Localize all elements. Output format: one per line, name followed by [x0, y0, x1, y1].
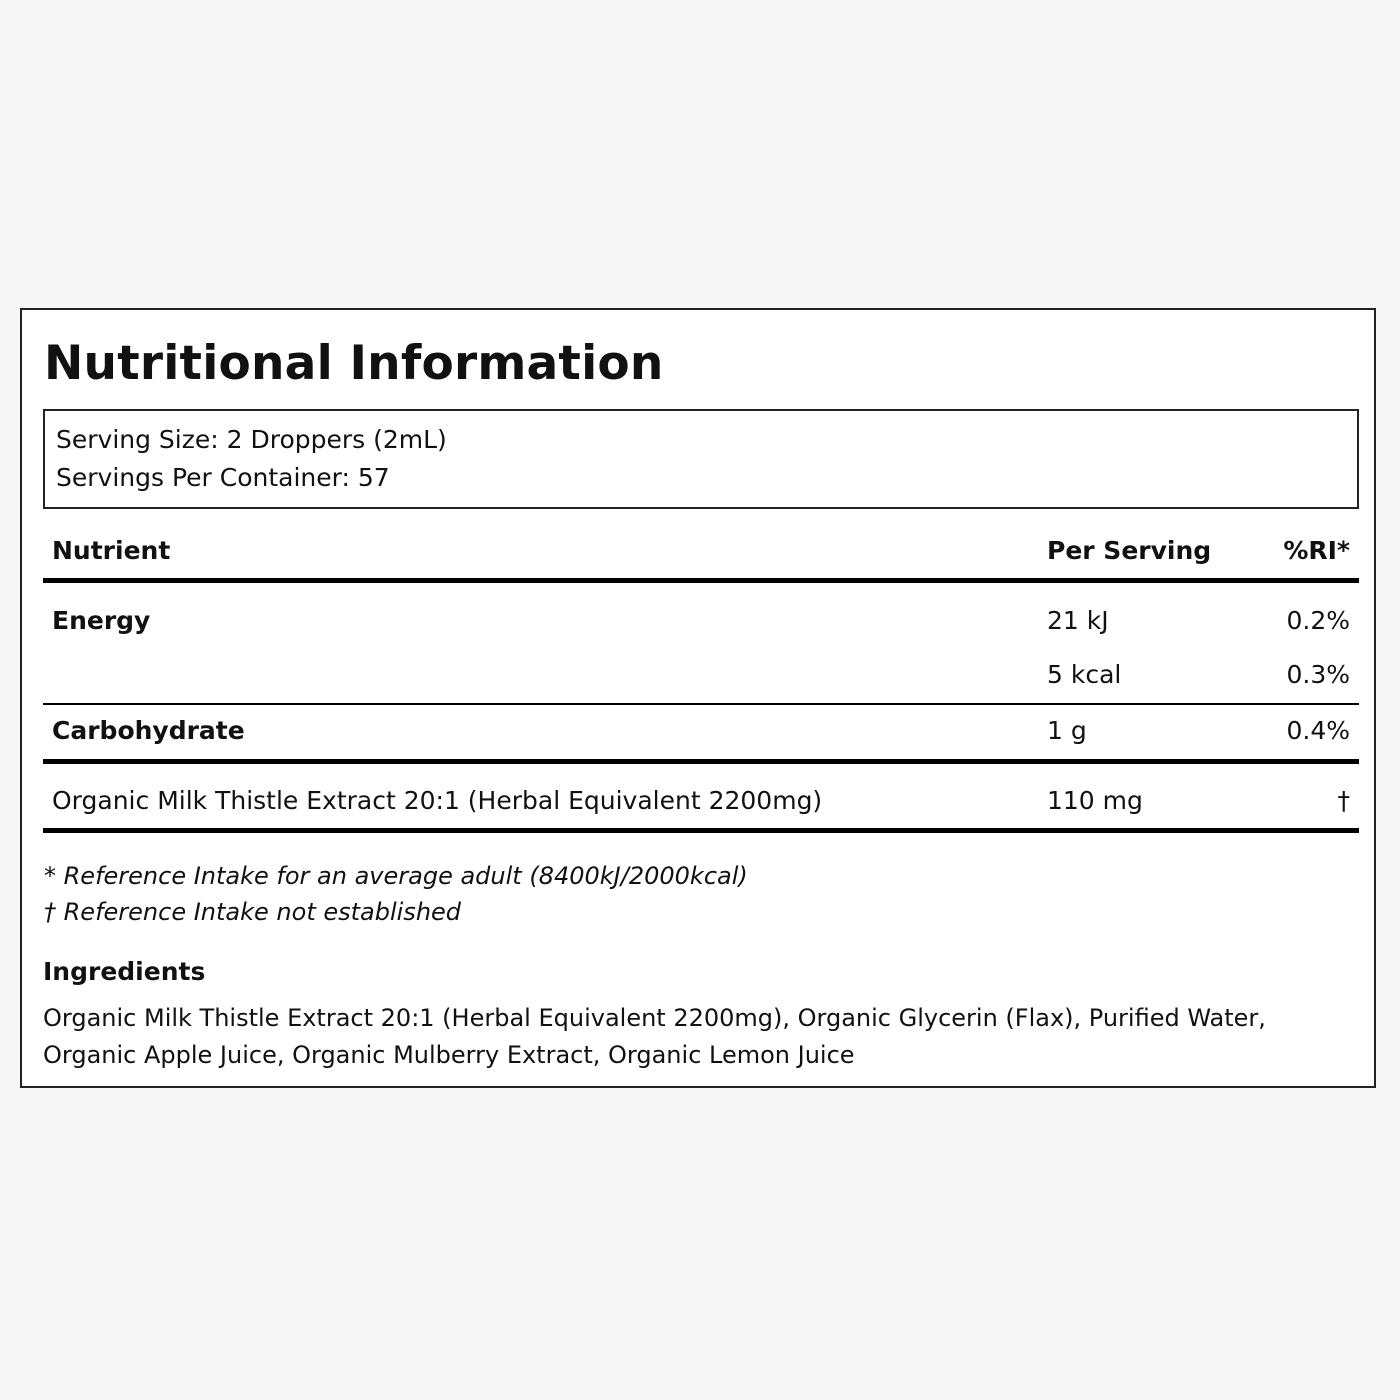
serving-size: Serving Size: 2 Droppers (2mL)	[56, 425, 447, 454]
per-serving-value: 1 g	[1047, 716, 1087, 745]
footnote-reference-intake: * Reference Intake for an average adult (8400kJ/2000kcal)	[44, 862, 748, 890]
header-divider	[43, 578, 1359, 583]
panel-title: Nutritional Information	[44, 336, 664, 391]
ri-value: 0.4%	[1286, 716, 1350, 745]
per-serving-value: 21 kJ	[1047, 606, 1109, 635]
header-ri: %RI*	[1283, 536, 1350, 565]
ri-value: 0.3%	[1286, 660, 1350, 689]
nutrient-name: Carbohydrate	[52, 716, 245, 745]
footnotes	[44, 858, 748, 930]
nutrient-name: Organic Milk Thistle Extract 20:1 (Herbal Equivalent 2200mg)	[52, 786, 823, 815]
nutrition-panel	[20, 308, 1376, 1088]
ingredients-text: Organic Milk Thistle Extract 20:1 (Herbal Equivalent 2200mg), Organic Glycerin (Flax), Purified Water, Organic Apple Juice, Organic Mulberry Extract, Organic Lemon Juice	[43, 1004, 1266, 1069]
section-divider	[43, 759, 1359, 764]
header-nutrient: Nutrient	[52, 536, 171, 565]
header-per-serving: Per Serving	[1047, 536, 1212, 565]
ri-value: 0.2%	[1286, 606, 1350, 635]
serving-info-box	[43, 409, 1359, 509]
nutrient-name: Energy	[52, 606, 151, 635]
servings-per-container: Servings Per Container: 57	[56, 463, 390, 492]
ri-value: †	[1337, 786, 1350, 815]
per-serving-value: 5 kcal	[1047, 660, 1122, 689]
ingredients-heading: Ingredients	[43, 957, 206, 986]
per-serving-value: 110 mg	[1047, 786, 1143, 815]
row-divider	[43, 703, 1359, 705]
table-bottom-divider	[43, 828, 1359, 833]
footnote-not-established: † Reference Intake not established	[44, 898, 462, 926]
